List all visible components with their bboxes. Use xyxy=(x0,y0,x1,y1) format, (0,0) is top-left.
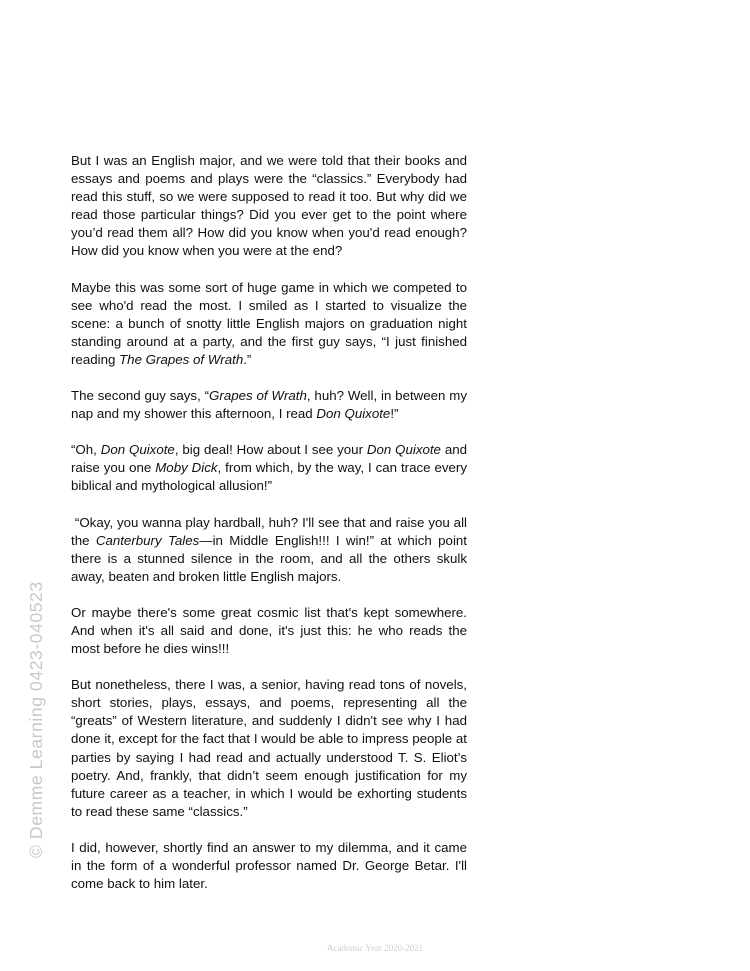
italic-title: Grapes of Wrath xyxy=(209,388,307,404)
text-run: Maybe this was some sort of huge game in which we competed to see who'd read the most. I smiled as I started to visualize the scene: a bunch of snotty little English majors on graduation night standing around at a party, and the first guy says, “I just finished reading xyxy=(71,279,467,367)
text-run: and raise you one xyxy=(71,442,468,476)
paragraph xyxy=(71,152,467,261)
text-run: The second guy says, “ xyxy=(71,388,210,404)
paragraph xyxy=(71,279,467,369)
document-body xyxy=(71,152,467,911)
italic-title: Don Quixote xyxy=(316,406,391,422)
italic-title: Don Quixote xyxy=(100,442,175,458)
paragraph xyxy=(71,514,467,586)
italic-title: Don Quixote xyxy=(366,442,441,458)
page-footer: Academic Year 2020-2021 xyxy=(326,943,424,953)
text-run: , from which, by the way, I can trace every biblical and mythological allusion!” xyxy=(71,460,467,494)
italic-title: Canterbury Tales xyxy=(95,532,200,548)
text-run: .” xyxy=(243,351,252,367)
text-run: “Okay, you wanna play hardball, huh? I'll see that and raise you all the xyxy=(71,514,467,548)
paragraph xyxy=(71,839,467,893)
text-run: “Oh, xyxy=(71,442,101,458)
text-run: , big deal! How about I see your xyxy=(174,442,367,458)
text-run: I did, however, shortly find an answer to my dilemma, and it came in the form of a wonderful professor named Dr. George Betar. I'll come back to him later. xyxy=(71,839,467,892)
copyright-watermark: © Demme Learning 0423-040523 xyxy=(26,581,46,858)
text-run: , huh? Well, in between my nap and my shower this afternoon, I read xyxy=(71,388,468,422)
italic-title: The Grapes of Wrath xyxy=(119,351,244,367)
paragraph xyxy=(71,604,467,658)
paragraph xyxy=(71,676,467,821)
text-run: But I was an English major, and we were told that their books and essays and poems and plays were the “classics.” Everybody had read this stuff, so we were supposed to read it too. But why did we read those particular things? Did you ever get to the point where you’d read them all? How did you know when you'd read enough? How did you know when you were at the end? xyxy=(71,153,467,259)
paragraph xyxy=(71,441,467,495)
paragraph xyxy=(71,387,467,423)
text-run: —in Middle English!!! I win!” at which point there is a stunned silence in the room, and all the others skulk away, beaten and broken little English majors. xyxy=(71,532,467,584)
text-run: !” xyxy=(390,406,399,422)
text-run: But nonetheless, there I was, a senior, having read tons of novels, short stories, plays, essays, and poems, representing all the “greats” of Western literature, and suddenly I didn't see why I had done it, except for the fact that I would be able to impress people at parties by saying I had read and actually understood T. S. Eliot’s poetry. And, frankly, that didn’t seem enough justification for my future career as a teacher, in which I would be exhorting students to read these same “classics.” xyxy=(71,677,467,819)
text-run: Or maybe there's some great cosmic list that's kept somewhere. And when it's all said and done, it's just this: he who reads the most before he dies wins!!! xyxy=(71,604,467,657)
italic-title: Moby Dick xyxy=(155,460,218,476)
